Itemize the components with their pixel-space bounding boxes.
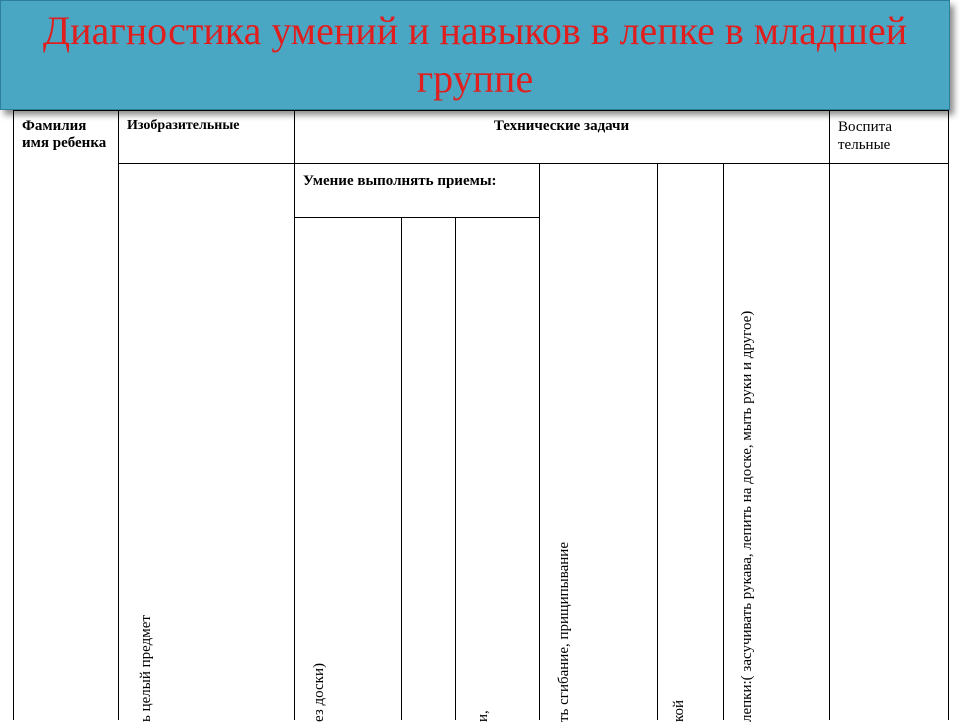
subheader-techniques: Умение выполнять приемы:: [303, 173, 497, 189]
col-divider-bending: [539, 163, 540, 720]
vertical-label-modeling-rules: лепки:( засучивать рукава, лепить на доске, мыть руки и другое): [739, 310, 755, 722]
col-divider-name: [118, 110, 119, 720]
col-divider-visual: [294, 110, 295, 720]
slide-title-banner: [0, 0, 950, 110]
header-visual-tasks: Изобразительные: [127, 118, 240, 133]
col-divider-rules: [723, 163, 724, 720]
header-technical-tasks: Технические задачи: [493, 118, 630, 134]
table-border-right: [948, 110, 949, 720]
col-divider-educational: [829, 110, 830, 720]
vertical-label-stack: кой: [671, 699, 687, 722]
col-divider-stack: [657, 163, 658, 720]
header-educational-tasks: Воспита тельные: [838, 119, 892, 153]
table-border-top: [13, 110, 949, 111]
header-name-column: Фамилия имя ребенка: [22, 118, 107, 151]
vertical-label-comma: и,: [475, 710, 491, 722]
slide-title: Диагностика умений и навыков в лепке в младшей группе: [42, 8, 908, 101]
vertical-label-whole-object: ь целый предмет: [138, 615, 154, 722]
vertical-label-board: ез доски): [311, 663, 327, 722]
table-border-left: [13, 110, 14, 720]
col-divider-sub-1: [401, 217, 402, 720]
subheader-divider: [294, 217, 539, 218]
col-divider-sub-2: [455, 217, 456, 720]
header-row-divider: [118, 163, 949, 164]
vertical-label-bending: ть сгибание, прищипывание: [556, 542, 572, 722]
